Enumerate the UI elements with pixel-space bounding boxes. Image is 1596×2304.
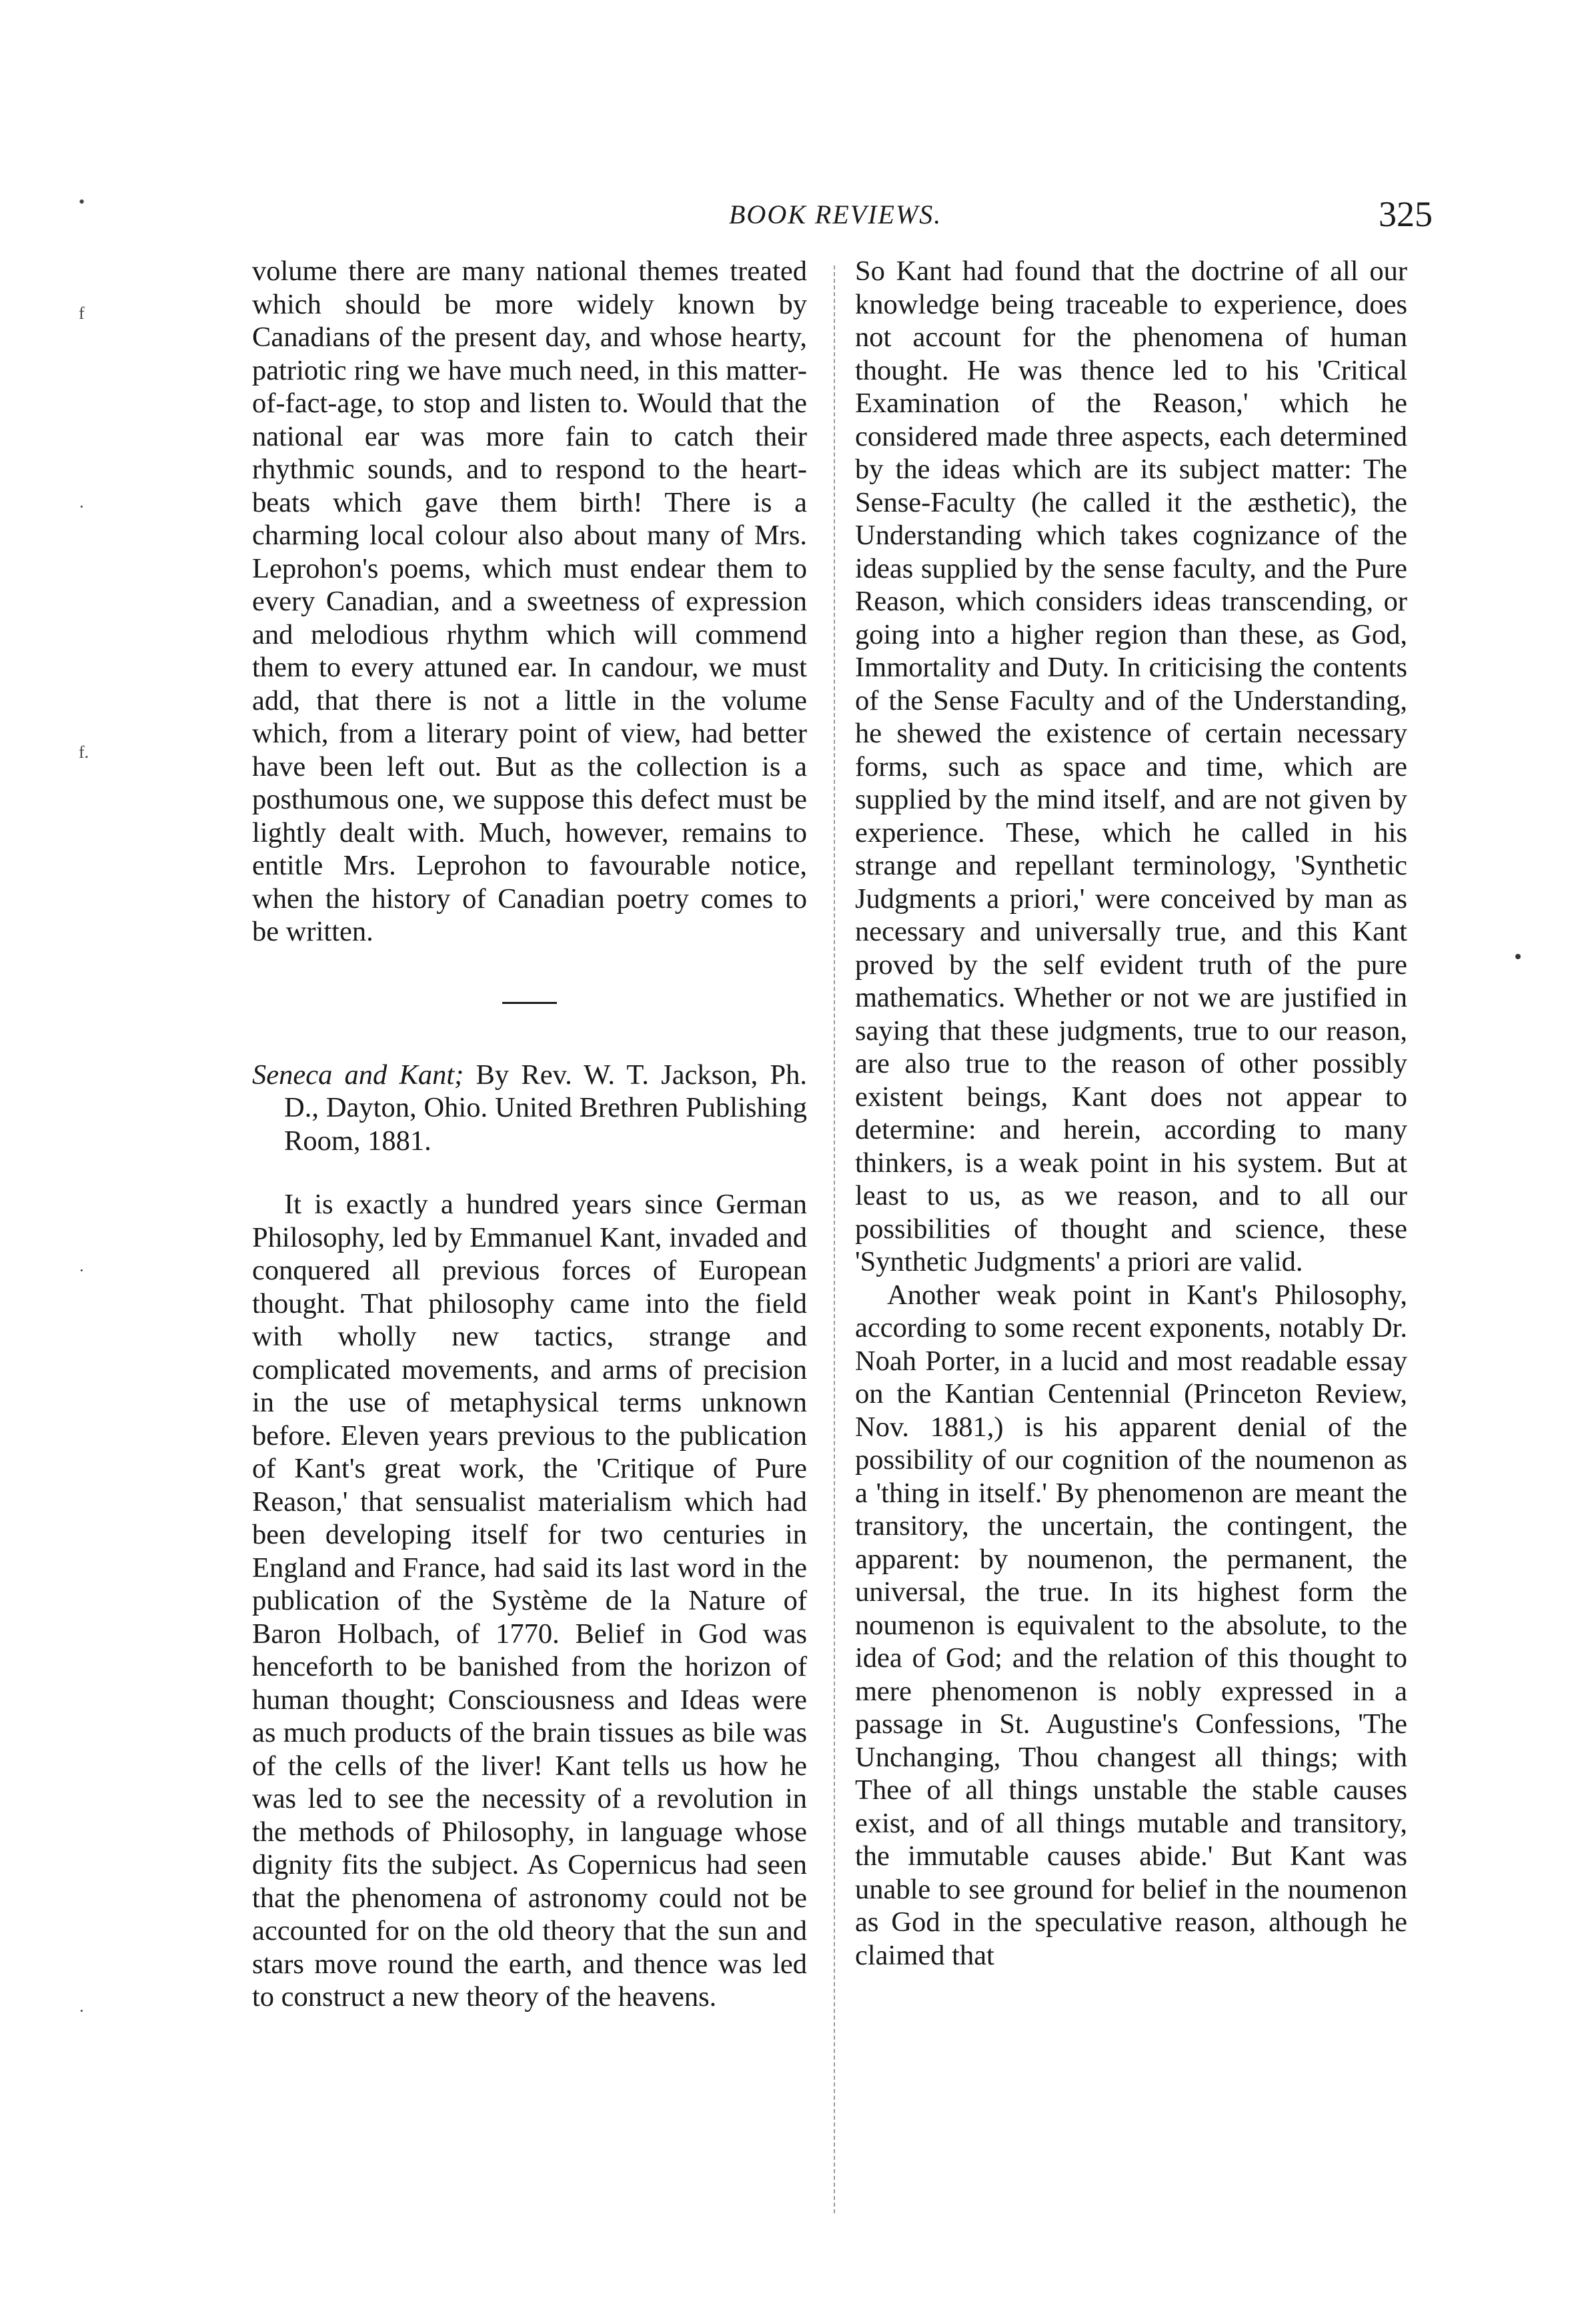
section-divider-rule [502, 1002, 557, 1004]
margin-mark: • [79, 192, 85, 211]
right-column [855, 255, 1407, 1972]
stray-ink-dot [1515, 954, 1521, 959]
book-citation-details: By Rev. W. T. Jackson, Ph. D., Dayton, Ohio. United Brethren Publishing Room, 1881. [284, 1059, 807, 1157]
margin-mark: · [79, 2001, 85, 2021]
review-paragraph: It is exactly a hundred years since German Philosophy, led by Emmanuel Kant, invaded and conquered all previous forces of European thought. That philosophy came into the field with wholly new tactics, strange and complicated movements, and arms of precision in the use of metaphysical terms unknown before. Eleven years previous to the publication of Kant's great work, the 'Critique of Pure Reason,' that sensualist materialism which had been developing itself for two centuries in England and France, had said its last word in the publication of the Système de la Nature of Baron Holbach, of 1770. Belief in God was henceforth to be banished from the horizon of human thought; Consciousness and Ideas were as much products of the brain tissues as bile was of the cells of the liver! Kant tells us how he was led to see the necessity of a revolution in the methods of Philosophy, in language whose dignity fits the subject. As Copernicus had seen that the phenomena of astronomy could not be accounted for on the old theory that the sun and stars move round the earth, and thence was led to construct a new theory of the heavens. [252, 1189, 807, 2012]
continued-review-paragraph: volume there are many national themes treated which should be more widely known by Canadians of the present day, and whose hearty, patriotic ring we have much need, in this matter-of-fact-age, to stop and listen to. Would that the national ear was more fain to catch their rhythmic sounds, and to respond to the heart-beats which gave them birth! There is a charming local colour also about many of Mrs. Leprohon's poems, which must endear them to every Canadian, and a sweetness of expression and melodious rhythm which will commend them to every attuned ear. In candour, we must add, that there is not a little in the volume which, from a literary point of view, had better have been left out. But as the collection is a posthumous one, we suppose this defect must be lightly dealt with. Much, however, remains to entitle Mrs. Leprohon to favourable notice, when the history of Canadian poetry comes to be written. [252, 255, 807, 947]
page-number: 325 [1379, 194, 1433, 234]
margin-mark: · [79, 1261, 85, 1280]
margin-mark: · [79, 497, 85, 516]
review-paragraph: Another weak point in Kant's Philosophy, according to some recent exponents, notably Dr. Noah Porter, in a lucid and most readable essay on the Kantian Centennial (Princeton Review, Nov. 1881,) is his apparent denial of the possibility of our cognition of the noumenon as a 'thing in itself.' By phenomenon are meant the transitory, the uncertain, the contingent, the apparent: by noumenon, the permanent, the universal, the true. In its highest form the noumenon is equivalent to the absolute, to the idea of God; and the relation of this thought to mere phenomenon is nobly expressed in a passage in St. Augustine's Confessions, 'The Unchanging, Thou changest all things; with Thee of all things unstable the stable causes exist, and of all things mutable and transitory, the immutable causes abide.' But Kant was unable to see ground for belief in the noumenon as God in the speculative reason, although he claimed that [855, 1279, 1407, 1971]
book-title: Seneca and Kant; [252, 1059, 464, 1091]
review-paragraph: So Kant had found that the doctrine of all our knowledge being traceable to experience, does not account for the phenomena of human thought. He was thence led to his 'Critical Examination of the Reason,' which he considered made three aspects, each determined by the ideas which are its subject matter: The Sense-Faculty (he called it the æsthetic), the Understanding which takes cognizance of the ideas supplied by the sense faculty, and the Pure Reason, which considers ideas transcending, or going into a higher region than these, as God, Immortality and Duty. In criticising the contents of the Sense Faculty and of the Understanding, he shewed the existence of certain necessary forms, such as space and time, which are supplied by the mind itself, and are not given by experience. These, which he called in his strange and repellant terminology, 'Synthetic Judgments a priori,' were conceived by man as necessary and universally true, and this Kant proved by the self evident truth of the pure mathematics. Whether or not we are justified in saying that these judgments, true to our reason, are also true to the reason of other possibly existent beings, Kant does not appear to determine: and herein, according to many thinkers, is a weak point in his system. But at least to us, as we reason, and to all our possibilities of thought and science, these 'Synthetic Judgments' a priori are valid. [855, 255, 1407, 1277]
page-header [252, 193, 1433, 247]
margin-mark: f. [79, 742, 89, 762]
left-column [252, 255, 807, 2014]
book-citation [252, 1059, 807, 1158]
column-divider [834, 265, 836, 2213]
running-head: BOOK REVIEWS. [729, 199, 942, 229]
margin-mark: f [79, 304, 85, 323]
